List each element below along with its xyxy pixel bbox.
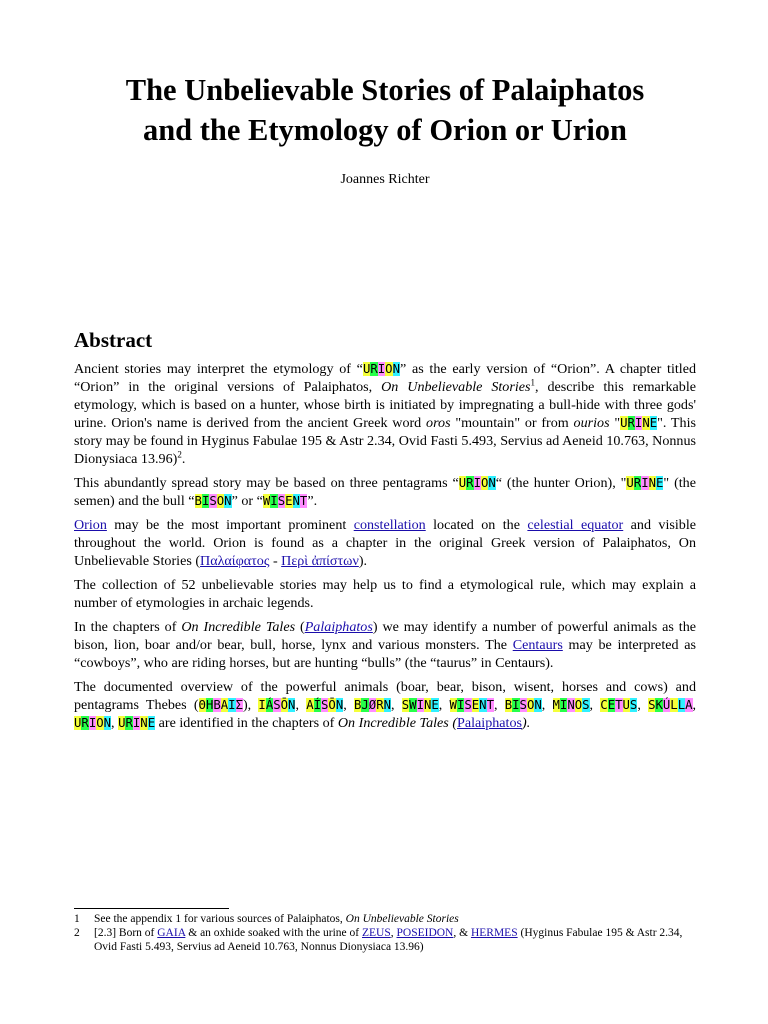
link-zeus[interactable]: ZEUS <box>362 927 391 939</box>
pentagram-letter: E <box>656 476 664 490</box>
pentagram-letter: Σ <box>235 698 243 712</box>
separator: , <box>343 697 354 713</box>
pentagram-letter: Á <box>265 698 274 712</box>
pentagram-letter: R <box>466 476 474 490</box>
pentagram-letter: E <box>147 716 156 730</box>
pentagram-letter: U <box>620 416 628 430</box>
pentagram-urine <box>620 416 657 430</box>
text: , & <box>453 927 471 939</box>
pentagram-letter: E <box>431 698 439 712</box>
link-gaia[interactable]: GAIA <box>157 927 186 939</box>
pentagram-minos <box>553 698 590 712</box>
separator: , <box>493 697 505 713</box>
pentagram-urion <box>74 716 111 730</box>
pentagram-letter: U <box>118 716 126 730</box>
text: may be interpreted as “cowboys”, who are riding horses, but are hunting “bulls” (the “taurus” in Centaurs). <box>74 637 696 671</box>
text: ) we may identify a number of powerful animals as the bison, lion, boar and/or bear, bull, horse, lynx and various monsters. The <box>74 619 697 653</box>
link-celestial-equator[interactable]: celestial equator <box>527 517 624 533</box>
pentagram-letter: R <box>125 716 133 730</box>
text: " (the semen) and the bull “ <box>74 475 696 509</box>
pentagram-letter: U <box>362 362 371 376</box>
pentagram-letter: W <box>262 494 271 508</box>
italic-title: On Incredible Tales <box>181 619 296 635</box>
pentagram-letter: U <box>622 698 630 712</box>
pentagram-letter: I <box>377 362 386 376</box>
link-hermes[interactable]: HERMES <box>470 927 518 939</box>
link-palaiphatos-greek[interactable]: Παλαίφατος <box>200 553 270 569</box>
text: , <box>390 927 397 939</box>
pentagram-letter: U <box>458 476 467 490</box>
pentagram-letter: Ō <box>328 698 336 712</box>
pentagram-letter: Β <box>213 698 221 712</box>
author-name: Joannes Richter <box>340 172 430 187</box>
text: ( <box>295 619 305 635</box>
pentagram-urine <box>626 476 663 490</box>
footnote-text <box>94 926 696 954</box>
paragraph-6 <box>74 678 696 732</box>
pentagram-iason <box>258 698 295 712</box>
text: ". This story may be found in Hyginus Fabulae 195 & Astr 2.34, Ovid Fasti 5.493, Servius ad Aeneid 10.763, Nonnus Dionysiaca 13.96) <box>74 415 696 467</box>
paragraph-4: The collection of 52 unbelievable stories may help us to find a etymological rule, which may explain a number of etymologies in archaic legends. <box>74 577 696 611</box>
pentagram-letter: O <box>96 716 104 730</box>
pentagram-letter: I <box>456 698 465 712</box>
pentagram-letter: R <box>376 698 384 712</box>
pentagram-letter: L <box>670 698 678 712</box>
pentagram-letter: I <box>258 698 266 712</box>
link-constellation[interactable]: constellation <box>353 517 426 533</box>
pentagram-letter: B <box>504 698 513 712</box>
pentagram-letter: S <box>401 698 410 712</box>
link-palaiphatos[interactable]: Palaiphatos <box>457 715 522 731</box>
pentagram-letter: S <box>277 494 286 508</box>
footnote-divider <box>74 908 229 909</box>
text: " <box>609 415 621 431</box>
pentagram-letter: B <box>353 698 362 712</box>
pentagram-letter: I <box>473 476 481 490</box>
pentagram-letter: N <box>140 716 148 730</box>
pentagram-letter: O <box>526 698 535 712</box>
text: . <box>181 451 186 467</box>
footnote-number: 1 <box>74 913 80 925</box>
pentagram-letter: Ú <box>662 698 671 712</box>
pentagram-letter: Α <box>220 698 229 712</box>
separator: , <box>111 715 119 731</box>
pentagram-letter: W <box>409 698 417 712</box>
text: In the chapters of <box>74 619 182 635</box>
text: The documented overview of the powerful animals (boar, bear, bison, wisent, horses and cows) and pentagrams Thebes ( <box>74 679 696 713</box>
pentagram-letter: Ø <box>368 698 377 712</box>
pentagram-letter: E <box>649 416 658 430</box>
pentagram-letter: O <box>216 494 225 508</box>
text: and visible throughout the world. Orion is found as a chapter in the original Greek version of Palaiphatos, On Unbelievable Stories ( <box>74 517 696 569</box>
text: ( <box>448 715 458 731</box>
pentagram-letter: I <box>559 698 568 712</box>
pentagram-letter: I <box>634 416 643 430</box>
pentagram-letter: N <box>567 698 575 712</box>
pentagram-skulla <box>648 698 692 712</box>
pentagram-letter: N <box>479 698 487 712</box>
text: Ancient stories may interpret the etymology of “ <box>74 361 363 377</box>
pentagram-letter: L <box>677 698 686 712</box>
pentagram-letter: S <box>582 698 590 712</box>
pentagram-letter: N <box>224 494 232 508</box>
text: ), <box>242 697 259 713</box>
paragraph-5 <box>74 618 696 672</box>
pentagram-letter: N <box>423 698 432 712</box>
pentagram-letter: S <box>209 494 217 508</box>
pentagram-bjorn <box>354 698 391 712</box>
pentagram-swine <box>402 698 439 712</box>
title-line-2: and the Etymology of Orion or Urion <box>142 113 628 147</box>
text: (Hyginus Fabulae 195 & Astr 2.34, Ovid Fasti 5.493, Servius ad Aeneid 10.763, Nonnus Dionysiaca 13.96) <box>94 927 683 953</box>
footnotes <box>74 908 696 954</box>
pentagram-letter: O <box>385 362 393 376</box>
pentagram-letter: R <box>633 476 642 490</box>
separator: , <box>541 697 553 713</box>
separator: , <box>438 697 450 713</box>
abstract-body <box>74 360 696 738</box>
pentagram-letter: Ō <box>280 698 289 712</box>
text: located on the <box>425 517 528 533</box>
text: may be the most important prominent <box>106 517 354 533</box>
pentagram-letter: N <box>288 698 296 712</box>
pentagram-letter: M <box>552 698 560 712</box>
pentagram-letter: A <box>306 698 314 712</box>
paragraph-3 <box>74 516 696 570</box>
pentagram-letter: N <box>642 416 650 430</box>
text: This abundantly spread story may be based on three pentagrams “ <box>74 475 459 491</box>
pentagram-letter: I <box>512 698 520 712</box>
separator: , <box>295 697 307 713</box>
pentagram-letter: T <box>615 698 623 712</box>
text: "mountain" or from <box>450 415 574 431</box>
pentagram-letter: I <box>270 494 278 508</box>
pentagram-urion <box>363 362 400 376</box>
pentagram-letter: N <box>392 362 400 376</box>
pentagram-letter: O <box>480 476 489 490</box>
italic-word: oros <box>426 415 451 431</box>
pentagram-wisent <box>263 494 307 508</box>
pentagram-letter: T <box>486 698 494 712</box>
pentagram-letter: E <box>471 698 480 712</box>
footnote-number: 2 <box>74 927 80 939</box>
italic-title: On Incredible Tales <box>337 715 449 731</box>
pentagram-letter: S <box>648 698 656 712</box>
text: ” as the early version of “Orion”. A chapter titled “Orion” in the original versions of Palaiphatos, <box>74 361 697 395</box>
text: - <box>269 553 282 569</box>
pentagram-letter: U <box>626 476 634 490</box>
text: “ (the hunter Orion), " <box>495 475 627 491</box>
pentagram-letter: J <box>361 698 369 712</box>
footnote-1 <box>74 912 696 926</box>
link-orion[interactable]: Orion <box>74 517 107 533</box>
pentagram-letter: S <box>321 698 329 712</box>
pentagram-letter: I <box>132 716 141 730</box>
separator: , <box>589 697 601 713</box>
link-peri-apiston[interactable]: Περὶ ἀπίστων <box>281 553 359 569</box>
pentagram-bison <box>505 698 542 712</box>
pentagram-letter: Η <box>205 698 214 712</box>
separator: , <box>637 697 649 713</box>
pentagram-letter: N <box>534 698 542 712</box>
pentagram-thebais <box>199 698 243 712</box>
footnote-ref-1[interactable]: 1 <box>530 377 535 388</box>
pentagram-letter: S <box>464 698 472 712</box>
pentagram-letter: N <box>648 476 657 490</box>
pentagram-cetus <box>600 698 637 712</box>
title-line-1: The Unbelievable Stories of Palaiphatos <box>125 73 645 107</box>
pentagram-letter: E <box>607 698 616 712</box>
pentagram-letter: I <box>416 698 424 712</box>
pentagram-letter: C <box>600 698 608 712</box>
footnote-ref-2[interactable]: 2 <box>177 449 182 460</box>
pentagram-urion <box>459 476 496 490</box>
pentagram-letter: R <box>81 716 89 730</box>
pentagram-letter: S <box>629 698 638 712</box>
pentagram-letter: S <box>519 698 527 712</box>
link-poseidon[interactable]: POSEIDON <box>396 927 454 939</box>
pentagram-letter: O <box>574 698 583 712</box>
text: [2.3] Born of <box>94 927 158 939</box>
link-centaurs[interactable]: Centaurs <box>512 637 563 653</box>
paragraph-1 <box>74 360 696 468</box>
pentagram-letter: S <box>273 698 281 712</box>
pentagram-letter: I <box>201 494 210 508</box>
pentagram-letter: Θ <box>198 698 206 712</box>
text: , describe this remarkable etymology, which is based on a hunter, whose birth is initiated by impregnating a bull-hide with three gods' urine. Orion's name is derived from the ancient Greek word <box>74 379 697 431</box>
pentagram-letter: B <box>194 494 202 508</box>
footnote-2 <box>74 926 696 954</box>
pentagram-letter: A <box>685 698 693 712</box>
text: ). <box>358 553 368 569</box>
text: ”. <box>307 493 318 509</box>
pentagram-letter: N <box>383 698 392 712</box>
pentagram-letter: N <box>488 476 496 490</box>
text: are identified in the chapters of <box>155 715 338 731</box>
text: & an oxhide soaked with the urine of <box>185 927 362 939</box>
pentagram-letter: Ι <box>228 698 236 712</box>
text: See the appendix 1 for various sources of Palaiphatos, <box>94 913 346 925</box>
pentagram-letter: R <box>627 416 635 430</box>
pentagram-wisent <box>450 698 494 712</box>
pentagram-urine <box>118 716 155 730</box>
pentagram-letter: N <box>335 698 344 712</box>
italic-title: On Unbelievable Stories <box>345 913 459 925</box>
separator: , <box>391 697 402 713</box>
link-palaiphatos[interactable]: Palaiphatos <box>304 619 373 635</box>
pentagram-letter: U <box>74 716 82 730</box>
text: ). <box>522 715 531 731</box>
pentagram-letter: N <box>292 494 300 508</box>
pentagram-letter: T <box>299 494 308 508</box>
pentagram-letter: R <box>370 362 378 376</box>
separator: , <box>692 697 697 713</box>
italic-word: ourios <box>573 415 610 431</box>
pentagram-letter: N <box>103 716 112 730</box>
pentagram-letter: Í <box>313 698 322 712</box>
abstract-heading: Abstract <box>74 328 153 352</box>
pentagram-letter: I <box>641 476 649 490</box>
text: ” or “ <box>231 493 263 509</box>
pentagram-letter: K <box>655 698 663 712</box>
pentagram-letter: E <box>285 494 293 508</box>
italic-title: On Unbelievable Stories <box>381 379 531 395</box>
pentagram-bison <box>195 494 232 508</box>
pentagram-aison <box>306 698 343 712</box>
footnote-text <box>94 912 696 926</box>
paragraph-2 <box>74 474 696 510</box>
pentagram-letter: I <box>88 716 97 730</box>
pentagram-letter: W <box>449 698 457 712</box>
paper-title <box>74 70 696 150</box>
